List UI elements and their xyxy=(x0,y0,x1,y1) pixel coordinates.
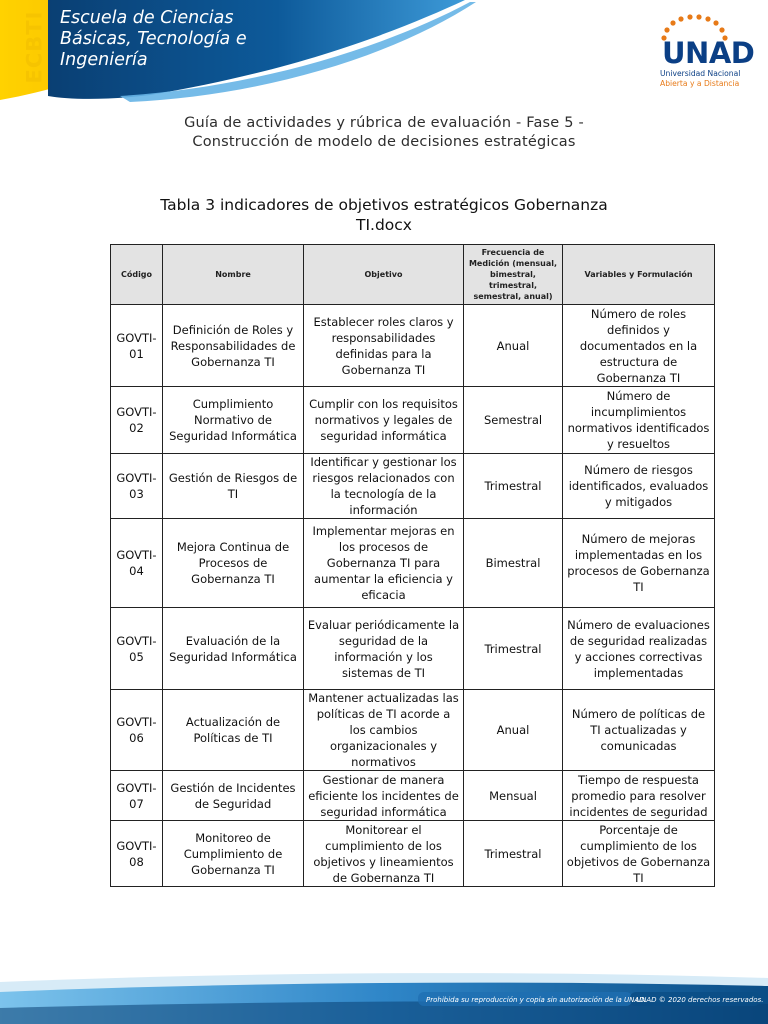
table-row xyxy=(111,608,715,690)
faculty-name-line: Ingeniería xyxy=(60,50,148,70)
unad-logo xyxy=(656,14,756,94)
footer-banner-graphic xyxy=(0,964,768,1024)
cell-variables: Número de evaluaciones de seguridad realizadas y acciones correctivas implementadas xyxy=(563,608,715,690)
cell-codigo: GOVTI-04 xyxy=(111,519,163,608)
faculty-name-line: Escuela de Ciencias xyxy=(60,8,234,28)
table-row xyxy=(111,519,715,608)
footer-copyright: UNAD © 2020 derechos reservados. xyxy=(636,996,764,1004)
indicators-table xyxy=(110,244,715,887)
cell-nombre: Monitoreo de Cumplimiento de Gobernanza TI xyxy=(163,821,304,887)
cell-nombre: Gestión de Incidentes de Seguridad xyxy=(163,771,304,821)
unad-logo-word: UNAD xyxy=(662,36,755,70)
table-row xyxy=(111,305,715,387)
cell-codigo: GOVTI-06 xyxy=(111,690,163,771)
header-codigo: Código xyxy=(111,245,163,305)
cell-nombre: Evaluación de la Seguridad Informática xyxy=(163,608,304,690)
cell-variables: Tiempo de respuesta promedio para resolver incidentes de seguridad xyxy=(563,771,715,821)
cell-objetivo: Evaluar periódicamente la seguridad de la información y los sistemas de TI xyxy=(304,608,464,690)
footer-notice: Prohibida su reproducción y copia sin autorización de la UNAD. xyxy=(426,996,647,1004)
cell-objetivo: Implementar mejoras en los procesos de Gobernanza TI para aumentar la eficiencia y eficacia xyxy=(304,519,464,608)
cell-variables: Número de incumplimientos normativos identificados y resueltos xyxy=(563,387,715,454)
page-header xyxy=(0,0,768,110)
cell-frecuencia: Bimestral xyxy=(464,519,563,608)
cell-codigo: GOVTI-07 xyxy=(111,771,163,821)
table-row xyxy=(111,690,715,771)
cell-variables: Número de políticas de TI actualizadas y comunicadas xyxy=(563,690,715,771)
table-row xyxy=(111,771,715,821)
cell-variables: Porcentaje de cumplimiento de los objetivos de Gobernanza TI xyxy=(563,821,715,887)
cell-variables: Número de roles definidos y documentados en la estructura de Gobernanza TI xyxy=(563,305,715,387)
cell-variables: Número de mejoras implementadas en los procesos de Gobernanza TI xyxy=(563,519,715,608)
cell-nombre: Gestión de Riesgos de TI xyxy=(163,454,304,519)
faculty-abbr: ECBTI xyxy=(22,10,46,84)
cell-objetivo: Gestionar de manera eficiente los incidentes de seguridad informática xyxy=(304,771,464,821)
table-row xyxy=(111,387,715,454)
table-title-line1: Tabla 3 indicadores de objetivos estratégicos Gobernanza xyxy=(160,196,608,214)
cell-codigo: GOVTI-03 xyxy=(111,454,163,519)
cell-codigo: GOVTI-01 xyxy=(111,305,163,387)
table-row xyxy=(111,821,715,887)
page-footer xyxy=(0,964,768,1024)
cell-variables: Número de riesgos identificados, evaluados y mitigados xyxy=(563,454,715,519)
cell-frecuencia: Anual xyxy=(464,690,563,771)
cell-frecuencia: Semestral xyxy=(464,387,563,454)
table-title xyxy=(110,195,658,235)
header-frecuencia: Frecuencia de Medición (mensual, bimestral, trimestral, semestral, anual) xyxy=(464,245,563,305)
table-title-line2: TI.docx xyxy=(356,216,412,234)
cell-frecuencia: Trimestral xyxy=(464,608,563,690)
cell-codigo: GOVTI-08 xyxy=(111,821,163,887)
cell-nombre: Actualización de Políticas de TI xyxy=(163,690,304,771)
cell-nombre: Definición de Roles y Responsabilidades de Gobernanza TI xyxy=(163,305,304,387)
cell-nombre: Cumplimiento Normativo de Seguridad Informática xyxy=(163,387,304,454)
cell-objetivo: Establecer roles claros y responsabilidades definidas para la Gobernanza TI xyxy=(304,305,464,387)
unad-logo-line1: Universidad Nacional xyxy=(660,69,741,78)
unad-logo-line2: Abierta y a Distancia xyxy=(660,79,740,88)
cell-frecuencia: Trimestral xyxy=(464,454,563,519)
document-title-line2: Construcción de modelo de decisiones estratégicas xyxy=(192,134,576,150)
cell-nombre: Mejora Continua de Procesos de Gobernanza TI xyxy=(163,519,304,608)
header-variables: Variables y Formulación xyxy=(563,245,715,305)
cell-codigo: GOVTI-05 xyxy=(111,608,163,690)
header-objetivo: Objetivo xyxy=(304,245,464,305)
header-nombre: Nombre xyxy=(163,245,304,305)
faculty-name xyxy=(60,8,320,71)
document-title xyxy=(0,114,768,152)
cell-frecuencia: Anual xyxy=(464,305,563,387)
faculty-name-line: Básicas, Tecnología e xyxy=(60,29,247,49)
cell-objetivo: Cumplir con los requisitos normativos y legales de seguridad informática xyxy=(304,387,464,454)
cell-frecuencia: Mensual xyxy=(464,771,563,821)
cell-objetivo: Identificar y gestionar los riesgos relacionados con la tecnología de la información xyxy=(304,454,464,519)
cell-frecuencia: Trimestral xyxy=(464,821,563,887)
cell-objetivo: Mantener actualizadas las políticas de TI acorde a los cambios organizacionales y normativos xyxy=(304,690,464,771)
table-header-row xyxy=(111,245,715,305)
document-title-line1: Guía de actividades y rúbrica de evaluación - Fase 5 - xyxy=(184,115,584,131)
table-row xyxy=(111,454,715,519)
cell-objetivo: Monitorear el cumplimiento de los objetivos y lineamientos de Gobernanza TI xyxy=(304,821,464,887)
cell-codigo: GOVTI-02 xyxy=(111,387,163,454)
